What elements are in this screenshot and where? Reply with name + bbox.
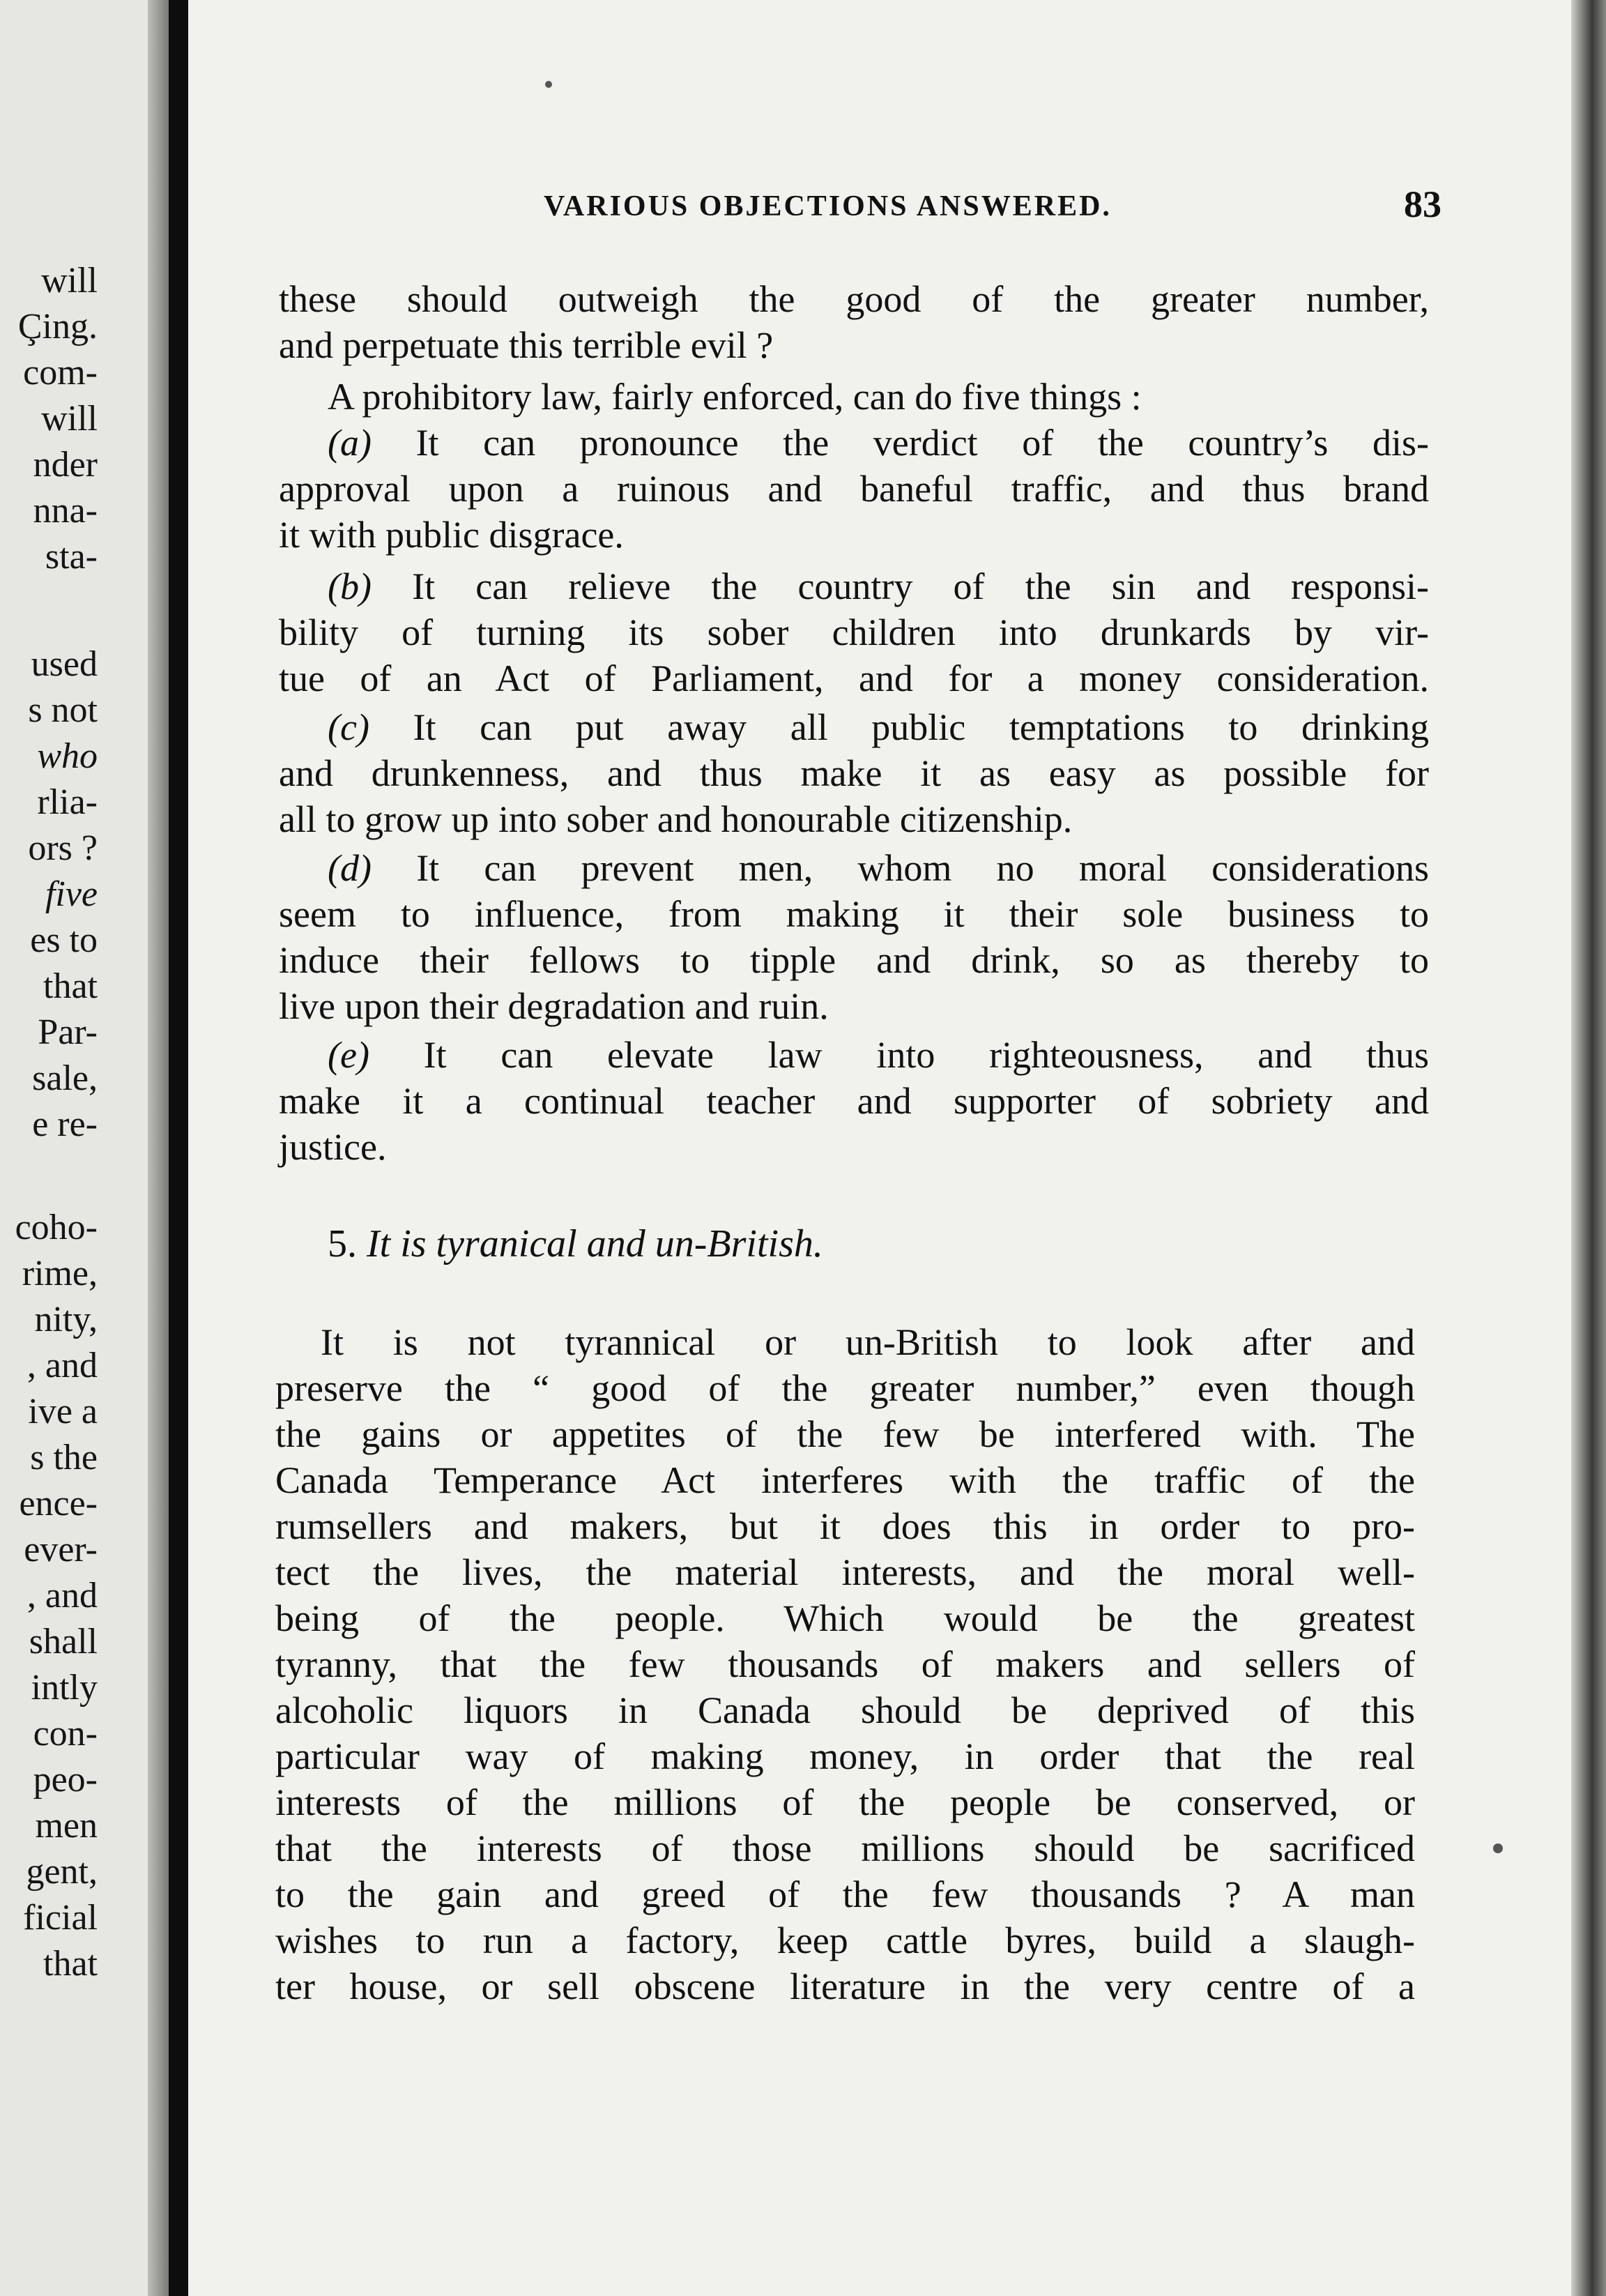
list-item-e-first-line	[328, 1032, 1429, 1078]
left-text-fragment: shall	[29, 1622, 98, 1662]
left-text-fragment: coho-	[15, 1208, 98, 1247]
left-text-fragment: who	[37, 736, 98, 776]
left-text-fragment: s not	[28, 690, 98, 730]
text-line: rumsellers and makers, but it does this in order to pro-	[275, 1505, 1415, 1547]
left-text-fragment: es to	[30, 920, 98, 960]
left-text-fragment: rime,	[22, 1254, 98, 1293]
left-text-fragment: s the	[30, 1438, 98, 1477]
text-line: A prohibitory law, fairly enforced, can do five things :	[328, 376, 1142, 418]
text-line: seem to influence, from making it their sole business to	[279, 893, 1429, 935]
left-text-fragment: intly	[31, 1668, 98, 1708]
left-page	[0, 0, 162, 2296]
text-line: particular way of making money, in order that the real	[275, 1735, 1415, 1777]
print-speck	[1493, 1843, 1503, 1853]
text-line: bility of turning its sober children into drunkards by vir-	[279, 611, 1429, 653]
list-item-c-first-line	[328, 704, 1429, 750]
text-line: induce their fellows to tipple and drink, so as thereby to	[279, 939, 1429, 981]
left-text-fragment: will	[41, 399, 98, 439]
text-line: and perpetuate this terrible evil ?	[279, 324, 774, 366]
left-text-fragment: peo-	[33, 1760, 98, 1800]
text-span: It can elevate law into righteousness, and thus	[369, 1034, 1429, 1076]
text-line: these should outweigh the good of the greater number,	[279, 278, 1429, 320]
left-text-fragment: sta-	[45, 537, 98, 577]
left-text-fragment: that	[43, 1944, 98, 1984]
text-line: Canada Temperance Act interferes with the traffic of the	[275, 1459, 1415, 1501]
list-label: (e)	[328, 1034, 369, 1076]
left-text-fragment: nity,	[34, 1300, 98, 1339]
text-line: that the interests of those millions should be sacrificed	[275, 1827, 1415, 1869]
running-head: VARIOUS OBJECTIONS ANSWERED.	[544, 190, 1112, 222]
left-text-fragment: com-	[23, 353, 98, 393]
page-edge	[1571, 0, 1606, 2296]
left-text-fragment: , and	[26, 1576, 98, 1615]
left-text-fragment: con-	[33, 1714, 98, 1754]
left-text-fragment: rlia-	[37, 782, 98, 822]
list-item-a-first-line	[328, 420, 1429, 466]
list-label: (c)	[328, 706, 369, 748]
section-heading	[328, 1222, 823, 1266]
text-line: justice.	[279, 1126, 387, 1168]
left-text-fragment: five	[45, 874, 98, 914]
left-text-fragment: nna-	[33, 491, 98, 531]
text-span: It can prevent men, whom no moral considerations	[371, 847, 1429, 889]
text-line: being of the people. Which would be the greatest	[275, 1597, 1415, 1639]
left-text-fragment: Par-	[38, 1012, 98, 1052]
left-text-fragment: sale,	[32, 1058, 98, 1098]
left-text-fragment: ence-	[19, 1484, 98, 1523]
list-item-d-first-line	[328, 845, 1429, 891]
left-text-fragment: , and	[26, 1346, 98, 1385]
left-text-fragment: Çing.	[17, 307, 98, 347]
text-line: all to grow up into sober and honourable citizenship.	[279, 798, 1073, 840]
book-spine	[169, 0, 188, 2296]
text-span: It can pronounce the verdict of the country’s dis-	[371, 422, 1429, 464]
text-line: and drunkenness, and thus make it as easy as possible for	[279, 752, 1429, 794]
text-line: to the gain and greed of the few thousands ? A man	[275, 1873, 1415, 1915]
left-text-fragment: will	[41, 261, 98, 301]
left-text-fragment: gent,	[26, 1852, 98, 1892]
page-number: 83	[1404, 183, 1441, 225]
text-line: preserve the “ good of the greater number,” even though	[275, 1367, 1415, 1409]
text-line: it with public disgrace.	[279, 514, 624, 556]
text-span: It can relieve the country of the sin and responsi-	[371, 565, 1429, 607]
left-text-fragment: ors ?	[28, 828, 98, 868]
list-label: (b)	[328, 565, 372, 607]
left-text-fragment: nder	[33, 445, 98, 485]
left-text-fragment: ever-	[24, 1530, 98, 1569]
left-text-fragment: e re-	[32, 1104, 98, 1144]
text-line: It is not tyrannical or un-British to look after and	[321, 1321, 1415, 1363]
text-span: It can put away all public temptations to drinking	[369, 706, 1429, 748]
text-line: alcoholic liquors in Canada should be deprived of this	[275, 1689, 1415, 1731]
list-label: (d)	[328, 847, 372, 889]
print-speck	[545, 81, 552, 88]
page-header	[544, 183, 1443, 225]
section-title: It is tyranical and un-British.	[367, 1222, 823, 1265]
left-text-fragment: men	[35, 1806, 98, 1846]
text-line: approval upon a ruinous and baneful traffic, and thus brand	[279, 468, 1429, 510]
list-label: (a)	[328, 422, 372, 464]
left-text-fragment: ficial	[23, 1898, 98, 1938]
book-gutter-shadow	[148, 0, 169, 2296]
text-line: tyranny, that the few thousands of makers and sellers of	[275, 1643, 1415, 1685]
text-line: tue of an Act of Parliament, and for a money consideration.	[279, 657, 1429, 699]
left-text-fragment: ive a	[28, 1392, 98, 1431]
left-text-fragment: used	[31, 644, 98, 684]
text-line: the gains or appetites of the few be interfered with. The	[275, 1413, 1415, 1455]
left-text-fragment: that	[43, 966, 98, 1006]
text-line: ter house, or sell obscene literature in the very centre of a	[275, 1966, 1415, 2007]
text-line: interests of the millions of the people be conserved, or	[275, 1781, 1415, 1823]
text-line: live upon their degradation and ruin.	[279, 985, 829, 1027]
text-line: make it a continual teacher and supporter of sobriety and	[279, 1080, 1429, 1122]
list-item-b-first-line	[328, 563, 1429, 609]
text-line: wishes to run a factory, keep cattle byres, build a slaugh-	[275, 1919, 1415, 1961]
text-line: tect the lives, the material interests, and the moral well-	[275, 1551, 1415, 1593]
section-number: 5.	[328, 1222, 357, 1265]
